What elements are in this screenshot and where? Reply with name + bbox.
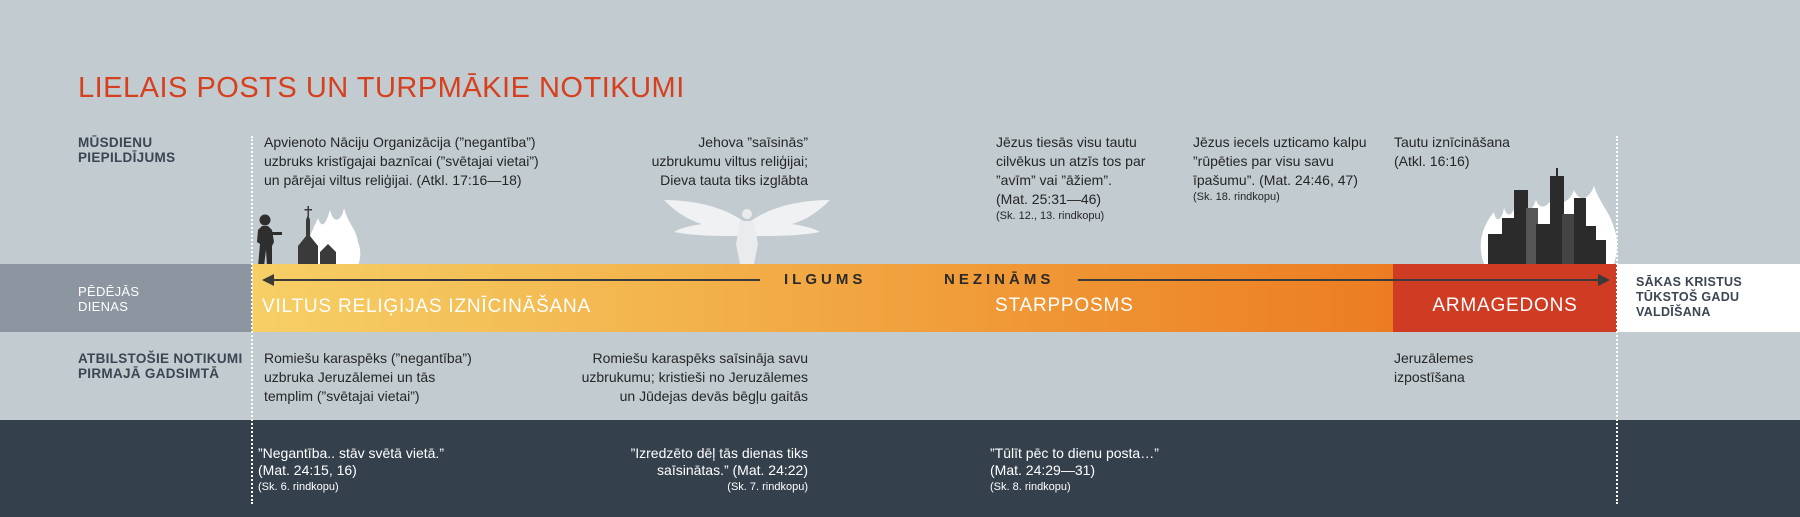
text-line: (Mat. 24:29—31) [990, 462, 1096, 478]
row-label-last-days [78, 284, 139, 314]
text-line: Jeruzālemes [1394, 350, 1474, 366]
text-line: VALDĪŠANA [1636, 305, 1711, 319]
text-line: ”Izredzēto dēļ tās dienas tiks [630, 445, 808, 461]
text-line: uzbrukumu viltus reliģijai; [651, 153, 808, 169]
text-line: Tautu iznīcināšana [1394, 134, 1510, 150]
text-line: (Mat. 25:31—46) [996, 191, 1102, 207]
text-line: ”Negantība.. stāv svētā vietā.” [258, 445, 444, 461]
text-line: uzbruka Jeruzālemei un tās [264, 369, 436, 385]
row-label-first-century [78, 351, 243, 381]
millennium-start-label [1636, 275, 1742, 320]
row-label-modern [78, 135, 175, 165]
quote-days-cut-short [538, 445, 808, 495]
burning-city-illustration [1474, 168, 1620, 264]
text-line: Romiešu karaspēks (”negantība”) [264, 350, 472, 366]
soldier-church-fire-illustration [252, 196, 364, 266]
duration-label-right: NEZINĀMS [944, 271, 1055, 288]
text-line: (Atkl. 16:16) [1394, 153, 1470, 169]
row-label-first-century-line1: ATBILSTOŠIE NOTIKUMI [78, 351, 243, 366]
modern-event-sheep-goats [996, 133, 1145, 223]
text-line: izpostīšana [1394, 369, 1465, 385]
text-line: un pārējai viltus reliģijai. (Atkl. 17:16—18) [264, 172, 522, 188]
paragraph-reference: (Sk. 8. rindkopu) [990, 481, 1071, 493]
text-line: ”Tūlīt pēc to dienu posta…” [990, 445, 1159, 461]
text-line: Apvienoto Nāciju Organizācija (”negantība”) [264, 134, 536, 150]
text-line: cilvēkus un atzīs tos par [996, 153, 1146, 169]
text-line: SĀKAS KRISTUS [1636, 275, 1742, 289]
text-line: īpašumu”. (Mat. 24:46, 47) [1193, 172, 1358, 188]
row-label-last-days-line2: DIENAS [78, 299, 129, 314]
row-label-modern-line1: MŪSDIENU [78, 135, 153, 150]
text-line: (Mat. 24:15, 16) [258, 462, 357, 478]
text-line: TŪKSTOŠ GADU [1636, 290, 1740, 304]
row-label-modern-line2: PIEPILDĪJUMS [78, 150, 176, 165]
segment-false-religion-destruction: VILTUS RELIĢIJAS IZNĪCINĀŠANA [262, 296, 592, 317]
angel-illustration [662, 194, 832, 264]
modern-event-nations-destroyed [1394, 133, 1510, 171]
text-line: Jēzus tiesās visu tautu [996, 134, 1137, 150]
paragraph-reference: (Sk. 12., 13. rindkopu) [996, 210, 1105, 222]
text-line: uzbruks kristīgajai baznīcai (”svētajai vietai”) [264, 153, 539, 169]
first-century-jerusalem-destroyed [1394, 349, 1473, 387]
page-title: LIELAIS POSTS UN TURPMĀKIE NOTIKUMI [78, 72, 685, 104]
quote-abomination [258, 445, 444, 495]
text-line: Jēzus iecels uzticamo kalpu [1193, 134, 1367, 150]
text-line: Jehova ”saīsinās” [698, 134, 808, 150]
duration-label-left: ILGUMS [784, 271, 867, 288]
segment-armageddon: ARMAGEDONS [1432, 295, 1578, 316]
start-guide-line [251, 136, 253, 504]
first-century-roman-cut-short [538, 349, 808, 406]
row-label-first-century-line2: PIRMAJĀ GADSIMTĀ [78, 366, 220, 381]
paragraph-reference: (Sk. 6. rindkopu) [258, 481, 339, 493]
quote-after-tribulation [990, 445, 1159, 495]
first-century-roman-attack [264, 349, 472, 406]
modern-event-un-attack [264, 133, 539, 190]
text-line: uzbrukumu; kristieši no Jeruzālemes [581, 369, 808, 385]
modern-event-faithful-slave [1193, 133, 1367, 204]
text-line: templim (”svētajai vietai”) [264, 388, 420, 404]
text-line: Dieva tauta tiks izglābta [660, 172, 808, 188]
row-label-last-days-line1: PĒDĒJĀS [78, 284, 140, 299]
paragraph-reference: (Sk. 7. rindkopu) [727, 481, 808, 493]
duration-arrow [262, 271, 1610, 289]
text-line: un Jūdejas devās bēgļu gaitās [619, 388, 808, 404]
text-line: ”rūpēties par visu savu [1193, 153, 1334, 169]
text-line: ”avīm” vai ”āžiem”. [996, 172, 1112, 188]
text-line: Romiešu karaspēks saīsināja savu [592, 350, 808, 366]
end-guide-line [1616, 136, 1618, 504]
paragraph-reference: (Sk. 18. rindkopu) [1193, 191, 1280, 203]
modern-event-jehovah-cuts-short [578, 133, 808, 190]
text-line: saīsinātas.” (Mat. 24:22) [657, 462, 808, 478]
segment-interval: STARPPOSMS [995, 295, 1134, 316]
